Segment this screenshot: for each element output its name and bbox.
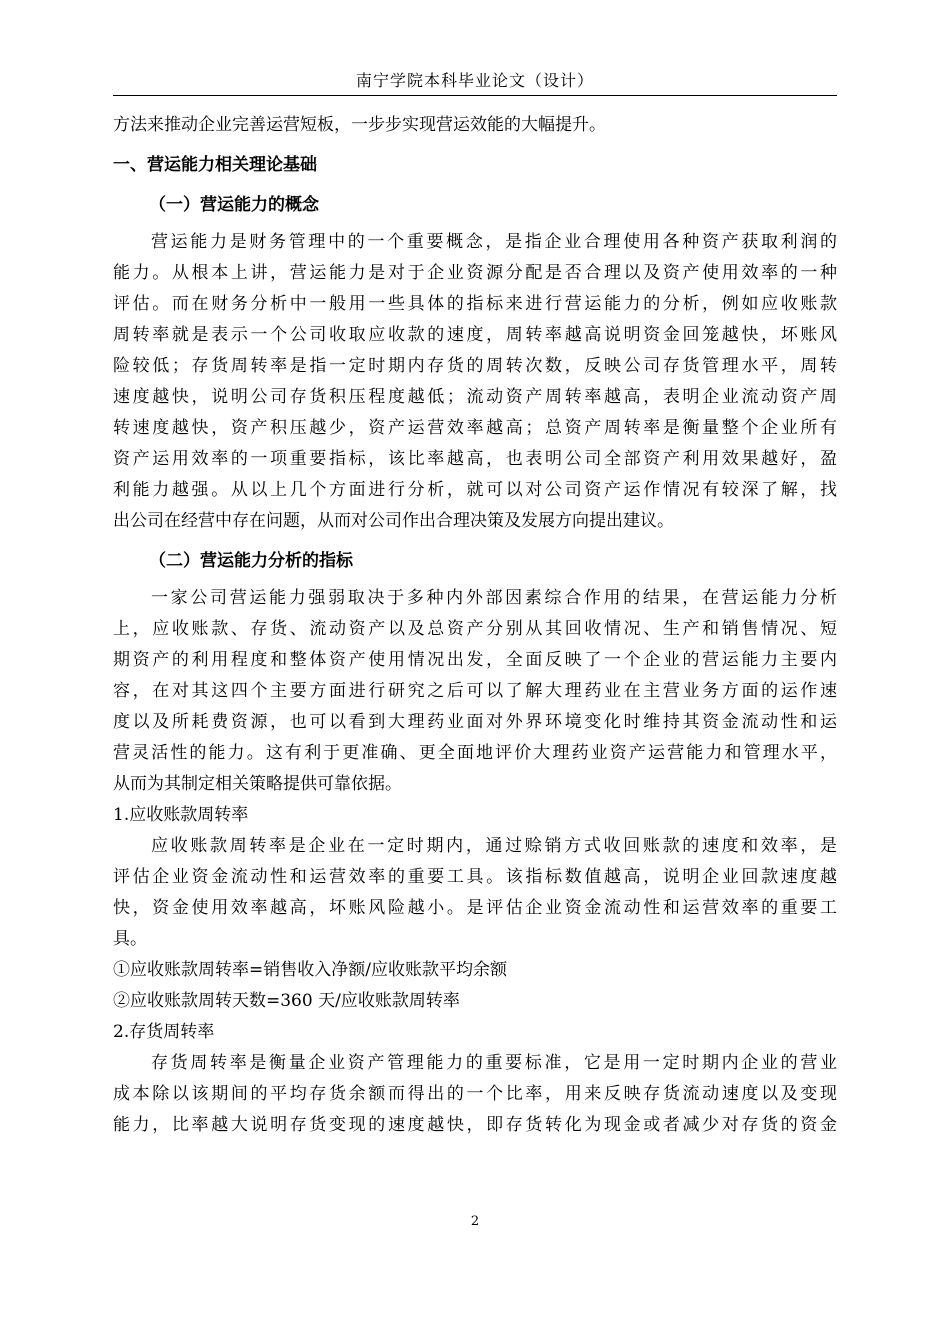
paragraph-line: 资产运用效率的一项重要指标，该比率越高，也表明公司全部资产利用效果越好，盈 (113, 449, 837, 469)
header-rule (113, 95, 837, 96)
paragraph-receivables (113, 831, 837, 955)
subsection-heading-concept: （一）营运能力的概念 (149, 195, 319, 215)
document-body (113, 110, 837, 1141)
paragraph-line: 转速度越快，资产积压越少，资产运营效率越高；总资产周转率是衡量整个企业所有 (113, 418, 837, 438)
paragraph-line: 速度越快，说明公司存货积压程度越低；流动资产周转率越高，表明企业流动资产周 (113, 387, 837, 407)
paragraph-line: 快，资金使用效率越高，坏账风险越小。是评估企业资金流动性和运营效率的重要工 (113, 898, 837, 918)
subsection-heading-indicators: （二）营运能力分析的指标 (149, 551, 353, 571)
page-number: 2 (470, 1214, 480, 1229)
paragraph-inventory (113, 1048, 837, 1141)
paragraph-line: 险较低；存货周转率是指一定时期内存货的周转次数，反映公司存货管理水平，周转 (113, 356, 837, 376)
section-heading: 一、营运能力相关理论基础 (113, 155, 317, 175)
item-heading-inventory: 2.存货周转率 (113, 1022, 215, 1042)
paragraph-line: 出公司在经营中存在问题，从而对公司作出合理决策及发展方向提出建议。 (113, 511, 674, 531)
paragraph-line: 度以及所耗费资源，也可以看到大理药业面对外界环境变化时维持其资金流动性和运 (113, 712, 837, 732)
formula-turnover-rate: ①应收账款周转率=销售收入净额/应收账款平均余额 (113, 960, 507, 980)
paragraph-line: 营运能力是财务管理中的一个重要概念，是指企业合理使用各种资产获取利润的 (151, 232, 837, 252)
paragraph-line: 容，在对其这四个主要方面进行研究之后可以了解大理药业在主营业务方面的运作速 (113, 681, 837, 701)
paragraph-line: 成本除以该期间的平均存货余额而得出的一个比率，用来反映存货流动速度以及变现 (113, 1084, 837, 1104)
paragraph-concept (113, 227, 837, 537)
paragraph-line: 应收账款周转率是企业在一定时期内，通过赊销方式收回账款的速度和效率，是 (151, 836, 837, 856)
intro-line: 方法来推动企业完善运营短板，一步步实现营运效能的大幅提升。 (113, 115, 606, 135)
paragraph-line: 评估企业资金流动性和运营效率的重要工具。该指标数值越高，说明企业回款速度越 (113, 867, 837, 887)
paragraph-line: 期资产的利用程度和整体资产使用情况出发，全面反映了一个企业的营运能力主要内 (113, 650, 837, 670)
formula-turnover-days: ②应收账款周转天数=360 天/应收账款周转率 (113, 991, 460, 1011)
item-heading-receivables: 1.应收账款周转率 (113, 805, 249, 825)
paragraph-line: 上，应收账款、存货、流动资产以及总资产分别从其回收情况、生产和销售情况、短 (113, 619, 837, 639)
paragraph-indicators (113, 583, 837, 800)
paragraph-line: 一家公司营运能力强弱取决于多种内外部因素综合作用的结果，在营运能力分析 (151, 588, 837, 608)
paragraph-line: 周转率就是表示一个公司收取应收款的速度，周转率越高说明资金回笼越快，坏账风 (113, 325, 837, 345)
paragraph-line: 能力，比率越大说明存货变现的速度越快，即存货转化为现金或者减少对存货的资金 (113, 1115, 837, 1135)
paragraph-line: 评估。而在财务分析中一般用一些具体的指标来进行营运能力的分析，例如应收账款 (113, 294, 837, 314)
paragraph-line: 具。 (113, 929, 147, 949)
paragraph-line: 营灵活性的能力。这有利于更准确、更全面地评价大理药业资产运营能力和管理水平， (113, 743, 837, 763)
paragraph-line: 存货周转率是衡量企业资产管理能力的重要标准，它是用一定时期内企业的营业 (151, 1053, 837, 1073)
paragraph-line: 利能力越强。从以上几个方面进行分析，就可以对公司资产运作情况有较深了解，找 (113, 480, 837, 500)
paragraph-line: 从而为其制定相关策略提供可靠依据。 (113, 774, 402, 794)
page-header: 南宁学院本科毕业论文（设计） (355, 71, 594, 90)
paragraph-line: 能力。从根本上讲，营运能力是对于企业资源分配是否合理以及资产使用效率的一种 (113, 263, 837, 283)
